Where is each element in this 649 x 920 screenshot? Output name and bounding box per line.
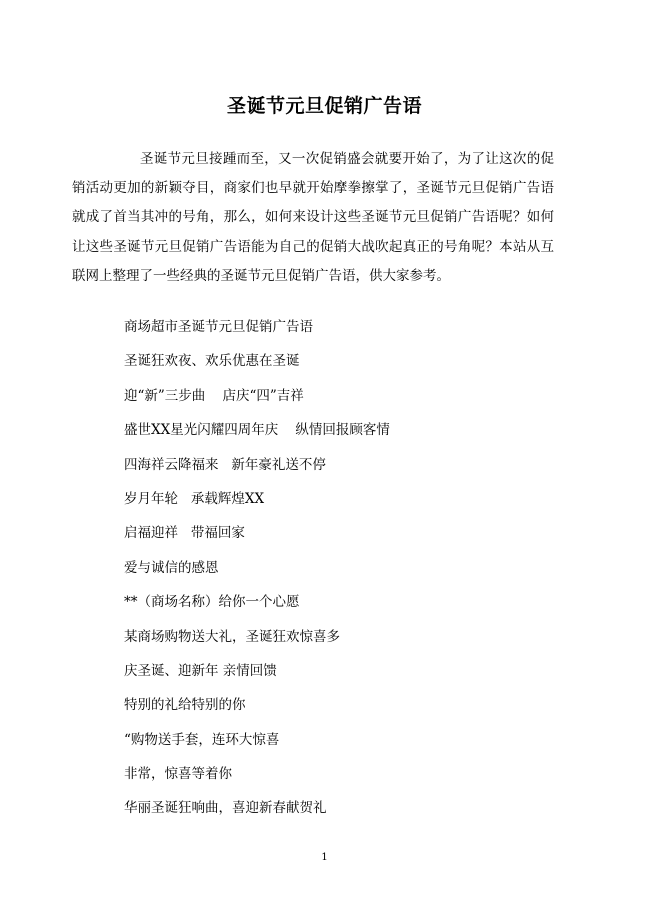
slogan-line: 四海祥云降福来 新年豪礼送不停 — [124, 456, 326, 473]
slogan-line: 非常，惊喜等着你 — [124, 766, 232, 783]
slogan-line: “购物送手套，连环大惊喜 — [124, 731, 280, 748]
slogan-line: **（商场名称）给你一个心愿 — [124, 594, 300, 611]
slogan-line: 迎“新”三步曲 店庆“四”吉祥 — [124, 387, 304, 404]
slogan-line: 启福迎祥 带福回家 — [124, 525, 245, 542]
slogan-list — [124, 319, 390, 835]
slogan-line: 特别的礼给特别的你 — [124, 697, 246, 714]
slogan-line: 爱与诚信的感恩 — [124, 559, 219, 576]
slogan-line: 某商场购物送大礼，圣诞狂欢惊喜多 — [124, 628, 340, 645]
slogan-line: 庆圣诞、迎新年 亲情回馈 — [124, 662, 277, 679]
slogan-line: 圣诞狂欢夜、欢乐优惠在圣诞 — [124, 353, 300, 370]
slogan-line: 盛世XX星光闪耀四周年庆 纵情回报顾客情 — [124, 422, 390, 439]
slogan-line: 华丽圣诞狂响曲，喜迎新春献贺礼 — [124, 800, 327, 817]
page-number: 1 — [321, 852, 328, 863]
slogan-line: 商场超市圣诞节元旦促销广告语 — [124, 319, 313, 335]
document-title: 圣诞节元旦促销广告语 — [226, 95, 422, 117]
slogan-line: 岁月年轮 承载辉煌XX — [124, 490, 265, 507]
intro-paragraph: 圣诞节元旦接踵而至，又一次促销盛会就要开始了，为了让这次的促销活动更加的新颖夺目，商家们也早就开始摩拳擦掌了，圣诞节元旦促销广告语就成了首当其冲的号角，那么，如何来设计这些圣诞节元旦促销广告语呢？如何让这些圣诞节元旦促销广告语能为自己的促销大战吹起真正的号角呢？本站从互联网上整理了一些经典的圣诞节元旦促销广告语，供大家参考。 — [72, 151, 554, 284]
